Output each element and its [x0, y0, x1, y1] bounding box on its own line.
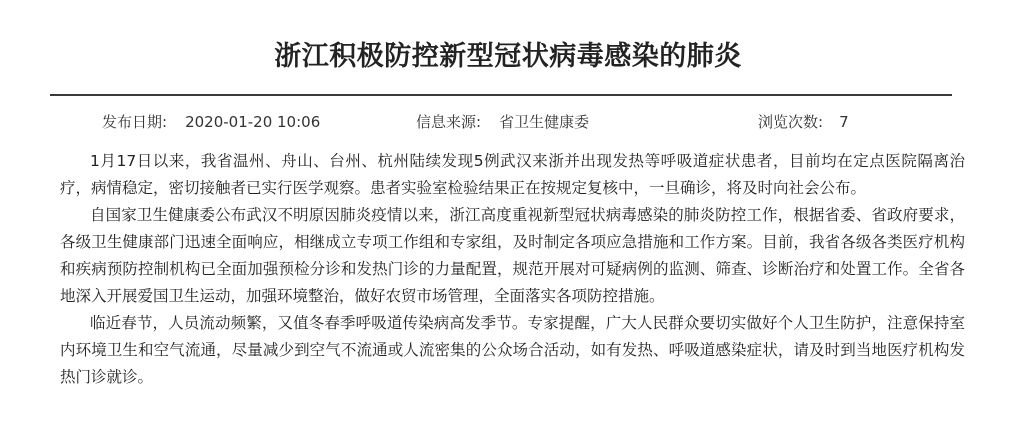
- title-divider: [50, 94, 952, 96]
- article-paragraph: 1月17日以来，我省温州、舟山、台州、杭州陆续发现5例武汉来浙并出现发热等呼吸道症状患者，目前均在定点医院隔离治疗，病情稳定，密切接触者已实行医学观察。患者实验室检验结果正在按规定复核中，一旦确诊，将及时向社会公布。: [60, 152, 965, 197]
- article-title: 浙江积极防控新型冠状病毒感染的肺炎: [274, 41, 742, 72]
- article-body: [60, 148, 965, 391]
- info-source-label: 信息来源:: [416, 113, 482, 131]
- publish-date-label: 发布日期:: [102, 113, 168, 131]
- info-source: [416, 111, 589, 132]
- article-paragraph: 临近春节，人员流动频繁，又值冬春季呼吸道传染病高发季节。专家提醒，广大人民群众要切实做好个人卫生防护，注意保持室内环境卫生和空气流通，尽量减少到空气不流通或人流密集的公众场合活动，如有发热、呼吸道感染症状，请及时到当地医疗机构发热门诊就诊。: [60, 314, 965, 386]
- publish-date: [102, 111, 320, 132]
- view-count: [758, 111, 849, 132]
- publish-date-value: 2020-01-20 10:06: [185, 113, 321, 131]
- article-paragraph: 自国家卫生健康委公布武汉不明原因肺炎疫情以来，浙江高度重视新型冠状病毒感染的肺炎防控工作，根据省委、省政府要求，各级卫生健康部门迅速全面响应，相继成立专项工作组和专家组，及时制定各项应急措施和工作方案。目前，我省各级各类医疗机构和疾病预防控制机构已全面加强预检分诊和发热门诊的力量配置，规范开展对可疑病例的监测、筛查、诊断治疗和处置工作。全省各地深入开展爱国卫生运动，加强环境整治，做好农贸市场管理，全面落实各项防控措施。: [60, 206, 965, 305]
- info-source-value: 省卫生健康委: [499, 113, 590, 131]
- view-count-value: 7: [839, 113, 849, 131]
- view-count-label: 浏览次数:: [758, 113, 824, 131]
